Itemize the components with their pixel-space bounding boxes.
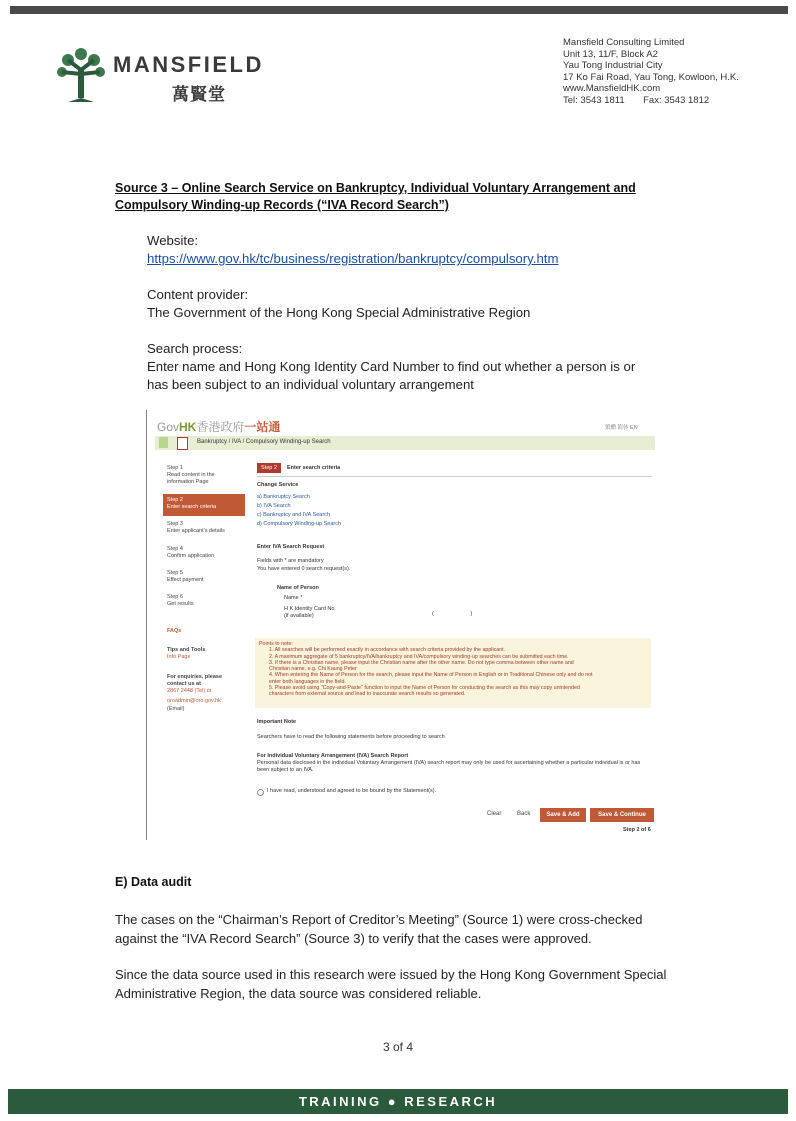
tel: Tel: 3543 1811 [563,94,625,106]
faqs-link[interactable]: FAQs [167,628,182,634]
iva-report-text: Personal data disclosed in the individual Voluntary Arrangement (IVA) search report may only be used for ascertaining whether a particular individual is or has been subject to an IVA. [257,760,641,773]
name-field-label: Name * [284,595,303,601]
points-title: Points to note: [259,641,293,647]
iva-report-title: For Individual Voluntary Arrangement (IVA) Search Report [257,753,409,759]
if-available-label: (if available) [284,613,314,619]
service-link-winding-up[interactable]: d) Compulsory Winding-up Search [257,521,342,527]
step-count: Step 2 of 6 [623,827,651,833]
save-continue-button[interactable]: Save & Continue [590,808,654,822]
document-icon [177,437,188,450]
logo-chinese-text: 萬賢堂 [172,85,226,105]
breadcrumb: Bankruptcy / IVA / Compulsory Winding-up Search [197,439,331,445]
logo-text: MANSFIELD [113,52,264,77]
step-6: Step 6 Get results [167,594,194,607]
agree-checkbox[interactable] [257,789,264,796]
tree-logo-icon [56,46,106,102]
paragraph-cross-check: The cases on the “Chairman’s Report of Creditor’s Meeting” (Source 1) were cross-checked against the “IVA Record Search” (Source 3) to verify that the cases were approved. [115,912,643,946]
paragraph-reliability: Since the data source used in this research were issued by the Hong Kong Government Special Administrative Region, the data source was considered reliable. [115,967,667,1001]
provider-value: The Government of the Hong Kong Special Administrative Region [147,305,531,320]
provider-label: Content provider: [147,287,249,302]
point-item: 3. If there is a Christian name, please input the Christian name after the other name. Do not type comma between other name and [269,659,574,666]
process-label: Search process: [147,341,243,356]
phone-link[interactable]: 2867 2448 (Tel) or [167,688,212,694]
address-line: 17 Ko Fai Road, Yau Tong, Kowloon, H.K. [563,71,739,83]
step-1: Step 1 Read content in the information Page [167,465,215,485]
mandatory-note: Fields with * are mandatory [257,558,324,564]
step-4: Step 4 Confirm application [167,546,215,559]
point-item: 2. A maximum aggregate of 5 bankruptcy/IVA/bankruptcy and IVA/compulsory winding-up searches can be submitted each time. [269,653,569,660]
point-item: enter both languages in the field. [269,678,346,685]
top-bar [10,6,788,14]
point-item: 5. Please avoid using "Copy-and-Paste" function to input the Name of Person for conducting the search as this may copy unintended [269,685,580,692]
hkid-input[interactable]: ( ) [432,611,473,617]
website-line: www.MansfieldHK.com [563,83,661,94]
embedded-screenshot [146,410,657,840]
process-value: Enter name and Hong Kong Identity Card Number to find out whether a person is or has been subject to an individual voluntary arrangement [147,359,636,392]
govhk-logo: GovHK香港政府一站通 [157,420,281,434]
service-link-iva[interactable]: b) IVA Search [257,503,291,509]
step-3: Step 3 Enter applicant's details [167,521,225,534]
back-button[interactable]: Back [517,811,531,817]
tips-link[interactable]: Info Page [167,654,191,660]
point-item: 1. All searches will be performed exactly in accordance with search criteria provided by the applicant. [269,647,506,654]
tips-title: Tips and Tools [167,647,206,653]
point-item: Christian name, e.g. Chi Kaung Peter [269,666,357,673]
points-to-note-box [255,638,651,708]
hkid-field-label: H K Identity Card No. [284,606,336,612]
save-add-button[interactable]: Save & Add [540,808,586,822]
company-address [563,37,739,106]
divider [257,476,652,477]
agree-label: I have read, understood and agreed to be bound by the Statement(s). [267,788,437,794]
address-line: Yau Tong Industrial City [563,60,663,71]
address-line: Unit 13, 11/F, Block A2 [563,48,658,60]
email-link[interactable]: oroadmin@oro.gov.hk [167,698,221,704]
step-2-active: Step 2 Enter search criteria [163,494,245,516]
clear-button[interactable]: Clear [487,811,502,817]
page-number: 3 of 4 [382,1040,414,1054]
important-note-title: Important Note [257,719,297,725]
enquiries-text: For enquiries, please contact us at [167,674,223,687]
step-tag: Step 2 [257,463,281,473]
email-label: (Email) [167,706,185,712]
section-e-heading: E) Data audit [115,875,192,889]
step-5: Step 5 Effect payment [167,570,204,583]
name-of-person-title: Name of Person [277,585,319,591]
service-link-bankruptcy-iva[interactable]: c) Bankruptcy and IVA Search [257,512,330,518]
address-line: Mansfield Consulting Limited [563,37,685,48]
step-tag-text: Enter search criteria [287,465,341,471]
name-input[interactable] [417,594,527,602]
website-label: Website: [147,233,199,248]
entered-count: You have entered 0 search request(s). [257,566,351,572]
service-link-bankruptcy[interactable]: a) Bankruptcy Search [257,494,310,500]
source-heading: Source 3 – Online Search Service on Bankruptcy, Individual Voluntary Arrangement and Compulsory Winding-up Records (“IVA Record Search”) [115,181,636,212]
enter-iva-title: Enter IVA Search Request [257,544,325,550]
fax: Fax: 3543 1812 [643,94,710,106]
change-service-title: Change Service [257,482,299,488]
folder-icon [159,437,168,448]
language-links[interactable]: 繁體 简体 EN [605,425,638,431]
footer-text: TRAINING ● RESEARCH [298,1094,498,1109]
website-link[interactable]: https://www.gov.hk/tc/business/registration/bankruptcy/compulsory.htm [147,251,559,266]
point-item: characters from external source and lead to inaccurate search results so generated. [269,691,466,698]
searchers-text: Searchers have to read the following statements before proceeding to search [257,734,445,740]
point-item: 4. When entering the Name of Person for the search, please input the Name of Person in English or in Traditional Chinese only and do not [269,672,593,679]
